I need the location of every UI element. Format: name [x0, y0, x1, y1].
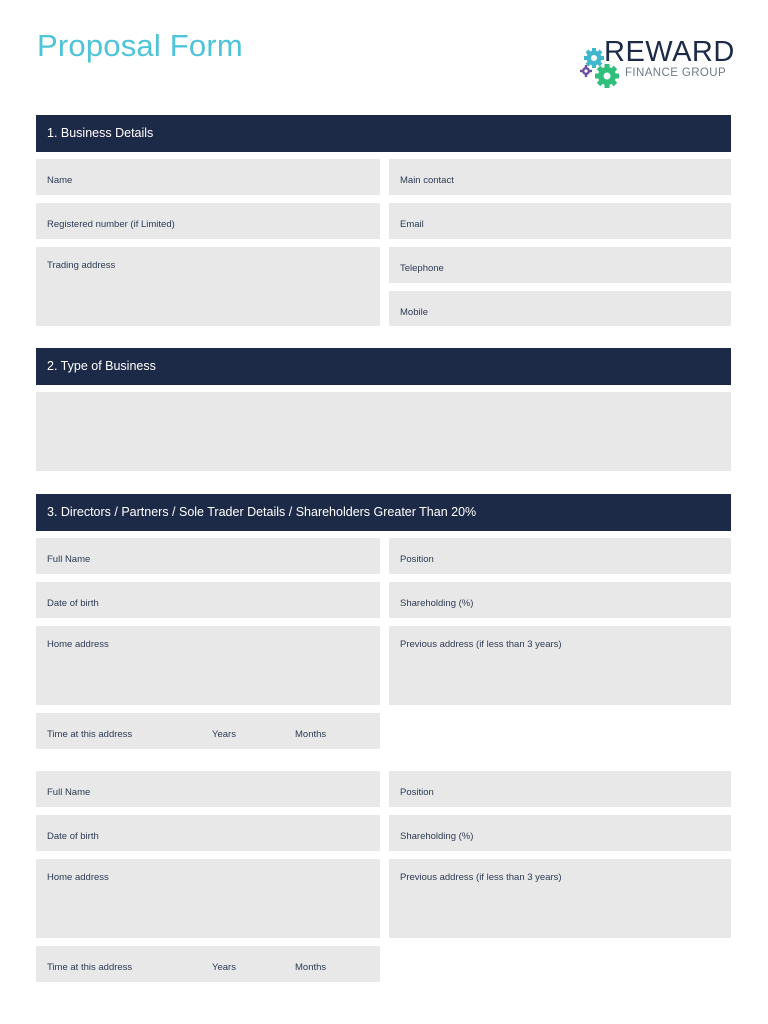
- previous-address-label: Previous address (if less than 3 years): [400, 872, 562, 883]
- dob-label: Date of birth: [47, 598, 99, 609]
- home-address-label: Home address: [47, 639, 109, 650]
- logo-subtitle: FINANCE GROUP: [625, 67, 727, 79]
- director-1-time-at-address-field[interactable]: [36, 713, 380, 749]
- dob-label: Date of birth: [47, 831, 99, 842]
- company-logo: [578, 36, 738, 94]
- page-title: Proposal Form: [37, 28, 243, 63]
- director-1-home-address-field[interactable]: [36, 626, 380, 705]
- shareholding-label: Shareholding (%): [400, 831, 474, 842]
- position-label: Position: [400, 554, 434, 565]
- section-header-business-details: 1. Business Details: [36, 115, 731, 152]
- name-label: Name: [47, 175, 73, 186]
- director-2-position-field[interactable]: [389, 771, 731, 807]
- months-label: Months: [295, 729, 327, 740]
- trading-address-label: Trading address: [47, 260, 116, 271]
- full-name-label: Full Name: [47, 554, 91, 565]
- email-field[interactable]: [389, 203, 731, 239]
- previous-address-label: Previous address (if less than 3 years): [400, 639, 562, 650]
- name-field[interactable]: [36, 159, 380, 195]
- time-at-address-label: Time at this address: [47, 729, 133, 740]
- director-2-previous-address-field[interactable]: [389, 859, 731, 938]
- home-address-label: Home address: [47, 872, 109, 883]
- registered-number-label: Registered number (if Limited): [47, 219, 175, 230]
- mobile-label: Mobile: [400, 307, 428, 318]
- director-2-dob-field[interactable]: [36, 815, 380, 851]
- director-2-time-at-address-field[interactable]: [36, 946, 380, 982]
- main-contact-field[interactable]: [389, 159, 731, 195]
- telephone-label: Telephone: [400, 263, 444, 274]
- registered-number-field[interactable]: [36, 203, 380, 239]
- director-1-previous-address-field[interactable]: [389, 626, 731, 705]
- director-1-dob-field[interactable]: [36, 582, 380, 618]
- director-2-shareholding-field[interactable]: [389, 815, 731, 851]
- years-label: Years: [212, 962, 236, 973]
- trading-address-field[interactable]: [36, 247, 380, 326]
- director-1-full-name-field[interactable]: [36, 538, 380, 574]
- main-contact-label: Main contact: [400, 175, 454, 186]
- mobile-field[interactable]: [389, 291, 731, 326]
- years-label: Years: [212, 729, 236, 740]
- full-name-label: Full Name: [47, 787, 91, 798]
- logo-wordmark: REWARD: [604, 36, 735, 68]
- director-2-home-address-field[interactable]: [36, 859, 380, 938]
- position-label: Position: [400, 787, 434, 798]
- months-label: Months: [295, 962, 327, 973]
- email-label: Email: [400, 219, 424, 230]
- director-1-position-field[interactable]: [389, 538, 731, 574]
- section-header-type-of-business: 2. Type of Business: [36, 348, 731, 385]
- telephone-field[interactable]: [389, 247, 731, 283]
- section-header-directors: 3. Directors / Partners / Sole Trader Details / Shareholders Greater Than 20%: [36, 494, 731, 531]
- time-at-address-label: Time at this address: [47, 962, 133, 973]
- director-2-full-name-field[interactable]: [36, 771, 380, 807]
- type-of-business-field[interactable]: [36, 392, 731, 471]
- director-1-shareholding-field[interactable]: [389, 582, 731, 618]
- shareholding-label: Shareholding (%): [400, 598, 474, 609]
